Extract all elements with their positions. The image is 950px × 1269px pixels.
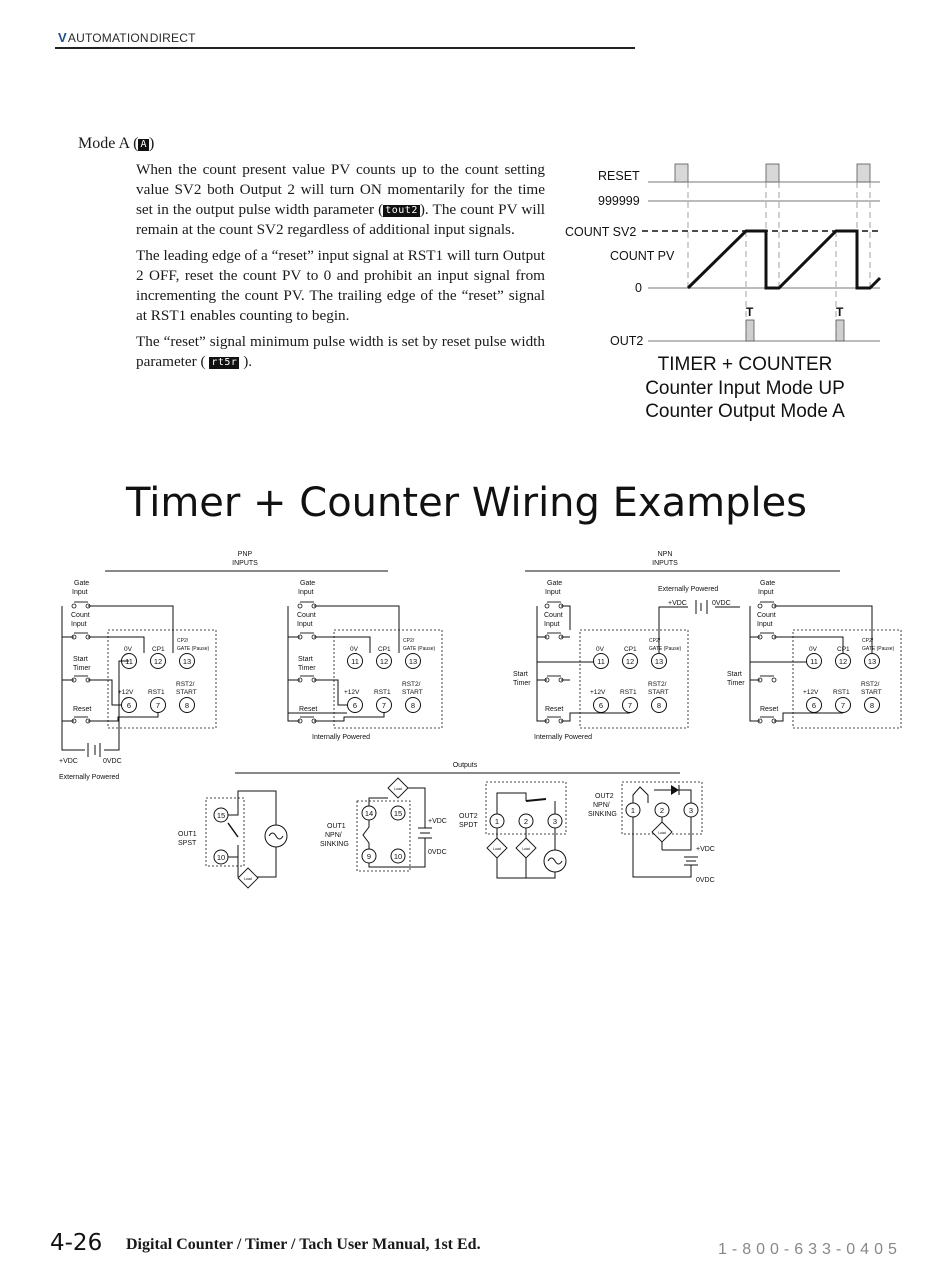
- out1-npn-wiring: [320, 778, 447, 871]
- terminal-label-cp1: CP1: [378, 646, 391, 653]
- start-timer-label: Start: [298, 656, 313, 663]
- terminal-label-cp1: CP1: [837, 646, 850, 653]
- plus-vdc-label: +VDC: [59, 758, 78, 765]
- internally-powered-label: Internally Powered: [534, 734, 592, 741]
- page-number: 4-26: [50, 1230, 103, 1256]
- label-reset: RESET: [598, 169, 640, 183]
- terminal-label-cp2: CP2/: [403, 638, 415, 644]
- reset-label: Reset: [73, 706, 92, 713]
- terminal-12: 12: [153, 657, 163, 666]
- manual-title: Digital Counter / Timer / Tach User Manual, 1st Ed.: [126, 1236, 481, 1253]
- terminal-label-cp2: CP2/: [649, 638, 661, 644]
- p3-text-b: ).: [239, 353, 253, 370]
- out1-label: OUT1: [178, 831, 197, 838]
- gate-input-label: Input: [72, 589, 88, 596]
- count-input-label: Input: [544, 621, 560, 628]
- wiring-diagram: [50, 545, 920, 895]
- terminal-7: 7: [381, 701, 387, 710]
- load-label: Load: [244, 877, 252, 881]
- out1-label: OUT1: [327, 823, 346, 830]
- gate-input-label: Input: [545, 589, 561, 596]
- npn-header-line-1: NPN: [657, 551, 673, 558]
- terminal-label-start: START: [176, 689, 197, 696]
- load-label: Load: [394, 787, 402, 791]
- reset-pulse: [766, 164, 779, 182]
- svg-text:14: 14: [364, 809, 374, 818]
- terminal-label-12v: +12V: [344, 689, 360, 696]
- pnp-header-line-1: PNP: [237, 551, 253, 558]
- out2-label: OUT2: [595, 793, 614, 800]
- svg-text:2: 2: [659, 806, 665, 815]
- mode-a-heading: [78, 135, 154, 153]
- terminal-label-gate: GATE (Pause): [403, 646, 436, 652]
- spst-label: SPST: [178, 840, 197, 847]
- terminal-label-cp1: CP1: [624, 646, 637, 653]
- label-out2: OUT2: [610, 334, 644, 348]
- internally-powered-label: Internally Powered: [312, 734, 370, 741]
- terminal-label-rst2: RST2/: [402, 681, 421, 688]
- terminal-7: 7: [155, 701, 161, 710]
- section-title: Timer + Counter Wiring Examples: [126, 480, 808, 526]
- out2-pulse: [746, 320, 754, 341]
- terminal-6: 6: [352, 701, 358, 710]
- rtsr-lcd-glyph: rt5r: [211, 357, 238, 368]
- caption-line-2: Counter Input Mode UP: [645, 377, 845, 399]
- svg-text:9: 9: [366, 852, 372, 861]
- terminal-8: 8: [869, 701, 875, 710]
- pnp-header-line-2: INPUTS: [232, 560, 258, 567]
- svg-text:2: 2: [523, 817, 529, 826]
- pnp-external-wiring: [59, 580, 216, 781]
- terminal-label-rst2: RST2/: [648, 681, 667, 688]
- out2-npn-wiring: [588, 782, 715, 884]
- terminal-label-0v: 0V: [124, 646, 132, 653]
- label-count-sv2: COUNT SV2: [565, 225, 637, 239]
- count-input-label: Input: [757, 621, 773, 628]
- terminal-6: 6: [598, 701, 604, 710]
- terminal-11: 11: [597, 657, 605, 666]
- logo-text-direct: DIRECT: [149, 30, 196, 45]
- externally-powered-label: Externally Powered: [59, 774, 120, 781]
- out2-label: OUT2: [459, 813, 478, 820]
- paragraph-3: [136, 332, 545, 372]
- svg-text:15: 15: [216, 811, 226, 820]
- terminal-label-start: START: [648, 689, 669, 696]
- terminal-13: 13: [867, 657, 877, 666]
- phone-number: 1-800-633-0405: [718, 1241, 902, 1258]
- terminal-label-rst1: RST1: [374, 689, 391, 696]
- externally-powered-label: Externally Powered: [658, 586, 719, 593]
- terminal-8: 8: [410, 701, 416, 710]
- paragraph-2: The leading edge of a “reset” input signal at RST1 will turn Output 2 OFF, reset the count PV to 0 and prohibit an input signal from incrementing the count PV. The trailing edge of the “reset” signal at RST1 enables counting to begin.: [136, 247, 545, 324]
- load-label: Load: [522, 847, 530, 851]
- count-input-label: Count: [757, 612, 776, 619]
- terminal-7: 7: [627, 701, 633, 710]
- p1-text-b: ). The count PV will remain at the count SV2 regardless of additional input signals.: [136, 201, 546, 238]
- out2-pulses: [746, 320, 844, 341]
- logo-mark: V: [58, 30, 67, 45]
- reset-pulse: [675, 164, 688, 182]
- outputs-header: Outputs: [452, 762, 478, 769]
- terminal-12: 12: [379, 657, 389, 666]
- gate-input-label: Gate: [547, 580, 563, 587]
- start-timer-label: Start: [73, 656, 88, 663]
- caption-line-3: Counter Output Mode A: [645, 401, 845, 422]
- terminal-13: 13: [654, 657, 664, 666]
- gate-input-label: Gate: [300, 580, 316, 587]
- terminal-label-rst2: RST2/: [176, 681, 195, 688]
- terminal-11: 11: [810, 657, 818, 666]
- reset-pulse: [857, 164, 870, 182]
- terminal-label-rst2: RST2/: [861, 681, 880, 688]
- npn-internal-wiring: [727, 580, 901, 728]
- label-count-pv: COUNT PV: [610, 249, 675, 263]
- out2-spdt-wiring: [459, 782, 566, 878]
- p3-text-a: The “reset” signal minimum pulse width is set by reset pulse width parameter (: [136, 333, 545, 370]
- pnp-internal-wiring: [288, 580, 442, 741]
- start-timer-label: Timer: [73, 665, 91, 672]
- timing-caption: [620, 353, 870, 424]
- terminal-label-gate: GATE (Pause): [862, 646, 895, 652]
- paragraph-1: [136, 160, 545, 240]
- terminal-6: 6: [126, 701, 132, 710]
- plus-vdc-label: +VDC: [668, 600, 687, 607]
- gate-input-label: Gate: [760, 580, 776, 587]
- terminal-label-cp2: CP2/: [177, 638, 189, 644]
- spdt-label: SPDT: [459, 822, 478, 829]
- count-input-label: Input: [71, 621, 87, 628]
- sinking-label: SINKING: [320, 841, 349, 848]
- terminal-13: 13: [408, 657, 418, 666]
- timing-axes: [648, 182, 880, 341]
- svg-text:15: 15: [393, 809, 403, 818]
- terminal-13: 13: [182, 657, 192, 666]
- terminal-label-0v: 0V: [809, 646, 817, 653]
- start-timer-label: Timer: [727, 680, 745, 687]
- mode-a-heading-suffix: ): [148, 135, 155, 152]
- gate-input-label: Input: [298, 589, 314, 596]
- count-input-label: Count: [297, 612, 316, 619]
- zero-vdc-label: 0VDC: [712, 600, 731, 607]
- gate-input-label: Input: [758, 589, 774, 596]
- count-input-label: Input: [297, 621, 313, 628]
- terminal-label-12v: +12V: [118, 689, 134, 696]
- terminal-7: 7: [840, 701, 846, 710]
- mode-a-lcd-glyph: A: [140, 139, 147, 150]
- terminal-11: 11: [125, 657, 133, 666]
- terminal-label-cp2: CP2/: [862, 638, 874, 644]
- zero-vdc-label: 0VDC: [103, 758, 122, 765]
- svg-text:3: 3: [688, 806, 694, 815]
- load-label: Load: [493, 847, 501, 851]
- timing-diagram: [560, 150, 890, 350]
- label-zero: 0: [635, 281, 642, 295]
- svg-text:10: 10: [393, 852, 403, 861]
- npn-label: NPN/: [325, 832, 342, 839]
- terminal-label-0v: 0V: [350, 646, 358, 653]
- reset-pulses: [675, 164, 870, 182]
- svg-text:10: 10: [216, 853, 226, 862]
- npn-external-wiring: [513, 580, 740, 741]
- start-timer-label: Start: [513, 671, 528, 678]
- plus-vdc-label: +VDC: [696, 846, 715, 853]
- plus-vdc-label: +VDC: [428, 818, 447, 825]
- reset-label: Reset: [545, 706, 564, 713]
- zero-vdc-label: 0VDC: [696, 877, 715, 884]
- t-label: T: [836, 305, 844, 319]
- npn-label: NPN/: [593, 802, 610, 809]
- start-timer-label: Timer: [298, 665, 316, 672]
- terminal-label-gate: GATE (Pause): [649, 646, 682, 652]
- terminal-12: 12: [838, 657, 848, 666]
- sinking-label: SINKING: [588, 811, 617, 818]
- terminal-label-start: START: [861, 689, 882, 696]
- automationdirect-logo: [58, 30, 196, 45]
- start-timer-label: Start: [727, 671, 742, 678]
- label-999999: 999999: [598, 194, 640, 208]
- terminal-label-cp1: CP1: [152, 646, 165, 653]
- terminal-12: 12: [625, 657, 635, 666]
- caption-line-1: TIMER + COUNTER: [657, 354, 833, 375]
- terminal-label-rst1: RST1: [833, 689, 850, 696]
- terminal-8: 8: [184, 701, 190, 710]
- terminal-label-0v: 0V: [596, 646, 604, 653]
- load-label: Load: [658, 831, 666, 835]
- mode-a-heading-prefix: Mode A (: [78, 135, 139, 152]
- p1-text-a: When the count present value PV counts up to the count setting value SV2 both Output 2 will turn ON momentarily for the time set in the output pulse width parameter (: [136, 161, 545, 218]
- reset-label: Reset: [299, 706, 318, 713]
- count-input-label: Count: [71, 612, 90, 619]
- svg-text:1: 1: [494, 817, 500, 826]
- count-input-label: Count: [544, 612, 563, 619]
- npn-header-line-2: INPUTS: [652, 560, 678, 567]
- count-pv-trace: [688, 231, 880, 288]
- logo-text-automation: AUTOMATION: [67, 30, 149, 45]
- start-timer-label: Timer: [513, 680, 531, 687]
- out2-pulse: [836, 320, 844, 341]
- terminal-6: 6: [811, 701, 817, 710]
- t-label: T: [746, 305, 754, 319]
- svg-text:3: 3: [552, 817, 558, 826]
- zero-vdc-label: 0VDC: [428, 849, 447, 856]
- terminal-11: 11: [351, 657, 359, 666]
- terminal-label-12v: +12V: [803, 689, 819, 696]
- terminal-8: 8: [656, 701, 662, 710]
- terminal-label-start: START: [402, 689, 423, 696]
- header-rule: [55, 47, 635, 49]
- out1-spst-wiring: [178, 791, 287, 888]
- gate-input-label: Gate: [74, 580, 90, 587]
- terminal-label-rst1: RST1: [620, 689, 637, 696]
- terminal-label-12v: +12V: [590, 689, 606, 696]
- terminal-label-gate: GATE (Pause): [177, 646, 210, 652]
- svg-text:1: 1: [630, 806, 636, 815]
- terminal-label-rst1: RST1: [148, 689, 165, 696]
- mode-a-description: [136, 160, 545, 378]
- reset-label: Reset: [760, 706, 779, 713]
- tout2-lcd-glyph: tout2: [385, 205, 418, 216]
